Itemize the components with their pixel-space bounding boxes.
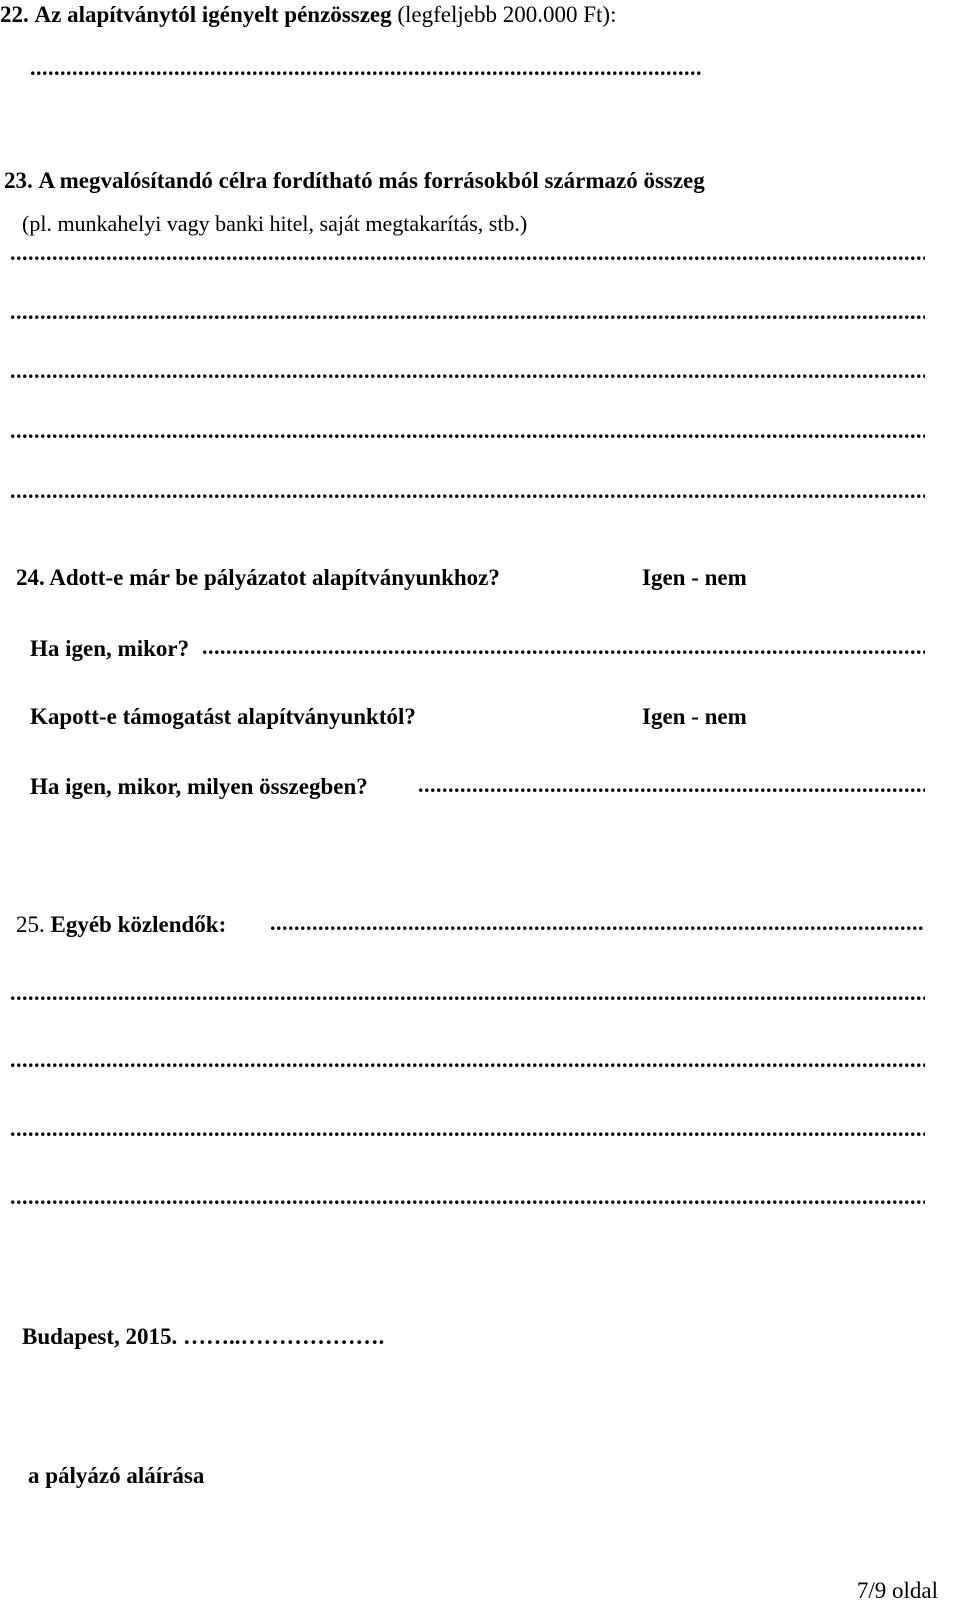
q23-answer-line-1[interactable]: [10, 240, 925, 266]
q24-answer-options-2[interactable]: Igen - nem: [642, 704, 747, 729]
q23-answer-line-4[interactable]: [10, 418, 925, 444]
q22-line: [0, 2, 616, 28]
q25-answer-line-3[interactable]: [10, 1047, 925, 1073]
q23-line: [4, 168, 705, 194]
q25-line: [16, 912, 226, 938]
q23-note: (pl. munkahelyi vagy banki hitel, saját megtakarítás, stb.): [22, 211, 528, 236]
q24-question-2: Kapott-e támogatást alapítványunktól?: [30, 704, 416, 729]
q23-number: 23.: [4, 168, 33, 193]
q23-answer-line-5[interactable]: [10, 478, 925, 504]
q25-answer-line-5[interactable]: [10, 1184, 925, 1210]
q25-answer-line-2[interactable]: [10, 980, 925, 1006]
q25-number: 25.: [16, 912, 45, 937]
q22-label-note: (legfeljebb 200.000 Ft):: [397, 2, 617, 27]
signature-label: a pályázó aláírása: [28, 1463, 205, 1488]
q24-question: 24. Adott-e már be pályázatot alapítványunkhoz?: [16, 565, 500, 590]
q24-followup-2-field[interactable]: [418, 772, 925, 798]
q24-followup: Ha igen, mikor?: [30, 636, 190, 661]
q23-answer-line-2[interactable]: [10, 299, 925, 325]
q25-label: Egyéb közlendők:: [50, 912, 227, 937]
q22-number: 22.: [0, 2, 29, 27]
q24-followup-2: Ha igen, mikor, milyen összegben?: [30, 774, 368, 799]
page-number: 7/9 oldal: [856, 1578, 938, 1603]
q23-answer-line-3[interactable]: [10, 358, 925, 384]
q22-label: Az alapítványtól igényelt pénzösszeg: [34, 2, 392, 27]
q23-label: A megvalósítandó célra fordítható más forrásokból származó összeg: [38, 168, 705, 193]
q25-answer-line-1[interactable]: [270, 910, 925, 936]
q22-answer-field[interactable]: [30, 55, 702, 81]
q24-answer-options[interactable]: Igen - nem: [642, 565, 747, 590]
q25-answer-line-4[interactable]: [10, 1116, 925, 1142]
q24-followup-field[interactable]: [202, 634, 925, 660]
place-date[interactable]: Budapest, 2015. ……..……………….: [22, 1324, 385, 1349]
